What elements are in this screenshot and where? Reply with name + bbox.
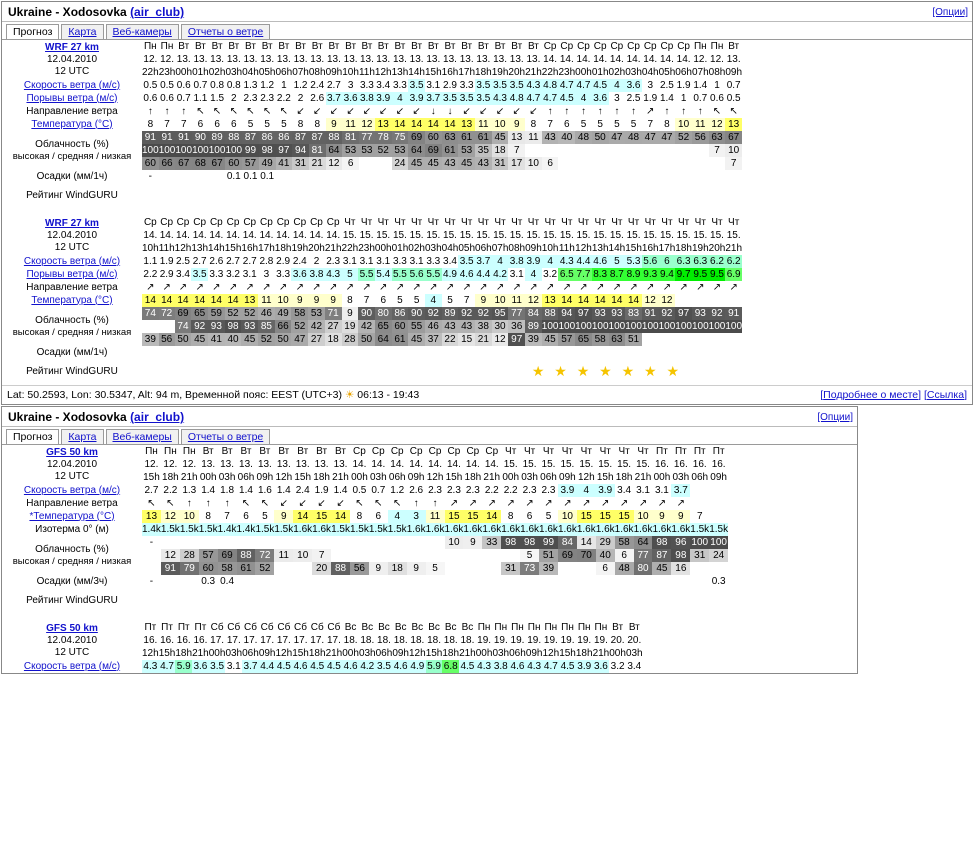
table-row: Облачность (%) высокая / средняя / низкая 91 91 91 90 89 88 87 86 86 87 87 88 81 77 78 75 69 60 63 61 61 45 13 11 43 40 48 50 47 48 47 47 52 56 63 67 (2, 131, 742, 144)
tab-webcams[interactable]: Веб-камеры (106, 24, 179, 39)
row-label-rating: Рейтинг WindGURU (2, 359, 142, 385)
row-label-cloud-cover: Облачность (%) высокая / средняя / низкая (2, 131, 142, 170)
row-label-wind-gusts[interactable]: Порывы ветра (м/с) (2, 268, 142, 281)
rating-stars: ★ ★ ★ ★ ★ ★ ★ (531, 362, 683, 379)
model-run: 12 UTC (54, 65, 90, 77)
model-date: 12.04.2010 (46, 458, 98, 470)
model-run: 12 UTC (54, 646, 90, 658)
table-row: Направление ветра ↗ ↗ ↗ ↗ ↗ ↗ ↗ ↗ ↗ ↗ ↗ ↗ ↗ ↗ ↗ ↗ ↗ ↗ ↗ ↗ ↗ ↗ ↗ ↗ ↗ ↗ ↗ ↗ ↗ ↗ ↗ ↗ ↗ ↗ ↗ ↗ (2, 281, 742, 294)
forecast-table: GFS 50 km 12.04.2010 12 UTC Пт Пт Пт Пт Сб Сб Сб Сб Сб Сб Сб Сб Вс Вс Вс Вс Вс Вс Вс Вс Пн Пн Пн Пн Пн Пн Пн Пн Вт Вт 16. 16. 16. 16. 17. 17. 17. 17. 17. 17. 17. 17. 18. 18. 18. 18. 18. 18. 18. 18. 19. 19. 19. 19. 19. 19. 19. 19. 20. 20. 12h 15h 18h 21h 00h 03h 06h 09h 12h 15h 18h 21h 00h 03h 06h 09h 12h 15h 18h 21h 00h 03h 06h 09h 12h 15h 18h 21h 00h 03h Скорость ветра (м/с) 4.3 4.7 5.9 3.6 3.5 3.1 3.7 4.4 4.5 4.6 4.5 4.5 4.6 4.2 3.5 4.6 4.9 5.9 6.8 4.5 4.3 3.8 4.6 4.3 4.7 4.5 3.9 3.6 3.2 3.4 (2, 621, 643, 673)
panel-footer (2, 385, 972, 404)
table-row: Облачность (%) высокая / средняя / низкая - 10 9 33 98 98 99 84 14 29 58 64 98 96 100 100 (2, 536, 728, 549)
table-row (2, 588, 728, 614)
club-link[interactable]: (air_club) (130, 5, 185, 19)
forecast-panel-gfs (1, 406, 858, 674)
tab-webcams-2[interactable]: Веб-камеры (106, 429, 179, 444)
location-title: Ukraine - Xodosovka (8, 5, 127, 19)
tab-forecast-2[interactable]: Прогноз (6, 429, 59, 444)
tab-map[interactable]: Карта (61, 24, 103, 39)
table-row: Направление ветра ↖ ↖ ↑ ↑ ↑ ↖ ↖ ↙ ↙ ↙ ↙ ↖ ↖ ↖ ↑ ↑ ↗ ↗ ↗ ↗ ↗ ↗ ↗ ↗ ↗ ↗ ↗ ↗ ↗ (2, 497, 728, 510)
panel-titlebar-2 (2, 407, 857, 427)
table-row: Скорость ветра (м/с) 4.3 4.7 5.9 3.6 3.5 3.1 3.7 4.4 4.5 4.6 4.5 4.5 4.6 4.2 3.5 4.6 4.9 5.9 6.8 4.5 4.3 3.8 4.6 4.3 4.7 4.5 3.9 3.6 3.2 3.4 (2, 660, 643, 673)
model-date: 12.04.2010 (46, 634, 98, 646)
row-label-rating: Рейтинг WindGURU (2, 183, 142, 209)
more-about-place-link[interactable]: [Подробнее о месте] (820, 389, 922, 401)
table-row: Температура (°C) 14 14 14 14 14 14 13 11 10 9 9 9 8 7 6 5 5 4 5 7 9 10 11 12 13 14 14 14 14 14 12 12 (2, 294, 742, 307)
model-header (2, 40, 142, 79)
options-container (932, 6, 968, 18)
row-label-cloud-cover: Облачность (%) высокая / средняя / низкая (2, 307, 142, 346)
row-label-wind-direction: Направление ветра (2, 497, 142, 510)
table-row: Направление ветра ↑ ↑ ↑ ↖ ↖ ↖ ↖ ↖ ↖ ↙ ↙ ↙ ↙ ↙ ↙ ↙ ↙ ↓ ↓ ↙ ↙ ↙ ↙ ↙ ↑ ↑ ↑ ↑ ↑ ↑ ↗ ↑ ↑ ↑ ↖ ↖ (2, 105, 742, 118)
row-label-precip: Осадки (мм/1ч) (2, 346, 142, 359)
model-header (2, 445, 142, 484)
row-label-temperature[interactable]: Температура (°C) (2, 294, 142, 307)
table-row: 100 100 100 100 100 100 99 98 97 94 81 64 53 53 52 53 64 69 61 53 35 18 7 7 10 (2, 144, 742, 157)
table-row (2, 183, 742, 209)
location-title-2: Ukraine - Xodosovka (8, 410, 127, 424)
row-label-wind-direction: Направление ветра (2, 281, 142, 294)
tab-wind-reports[interactable]: Отчеты о ветре (181, 24, 270, 39)
table-row: *Температура (°C) 13 12 10 8 7 6 5 9 14 15 14 8 6 4 3 11 15 15 14 8 6 5 10 15 15 15 10 9 9 7 (2, 510, 728, 523)
tab-map-2[interactable]: Карта (61, 429, 103, 444)
forecast-table: GFS 50 km 12.04.2010 12 UTC Пн Пн Пн Вт Вт Вт Вт Вт Вт Вт Вт Ср Ср Ср Ср Ср Ср Ср Ср Чт Чт Чт Чт Чт Чт Чт Чт Пт Пт Пт Пт 12. 12. 12. 13. 13. 13. 13. 13. 13. 13. 13. 14. 14. 14. 14. 14. 14. 14. 14. 15. 15. 15. 15. 15. 15. 15. 15. 16. 16. 16. 16. 15h 18h 21h 00h 03h 06h 09h 12h 15h 18h 21h 00h 03h 06h 09h 12h 15h 18h 21h 00h 03h 06h 09h 12h 15h 18h 21h 00h 03h 06h 09h Скорость ветра (м/с) 2.7 2.2 1.3 1.4 1.8 1.4 1.6 1.4 2.4 1.9 1.4 0.5 0.7 1.2 2.6 2.3 2.3 2.3 2.2 2.2 2.3 2.3 3.9 4 3.9 3.4 3.1 3.1 3.7 Направление ветра ↖ ↖ ↑ ↑ ↑ ↖ ↖ ↙ ↙ ↙ ↙ ↖ ↖ ↖ ↑ ↑ ↗ ↗ ↗ ↗ ↗ ↗ ↗ ↗ ↗ ↗ ↗ ↗ ↗ *Температура (°C) 13 12 10 8 7 6 5 9 14 15 14 8 6 4 3 11 15 15 14 8 6 5 10 15 15 15 10 9 9 7 Изотерма 0° (м) 1.4k 1.5k 1.5k 1.5k 1.4k 1.4k 1.5k 1.5k 1.6k 1.6k 1.5k 1.5k 1.5k 1.5k 1.6k 1.6k 1.6k 1.6k 1.6k 1.6k 1.6k 1.6k 1.6k 1.6k 1.6k 1.6k 1.6k 1.6k 1.6k 1.5k 1.5k Облачность (%) высокая / средняя / низкая - 10 9 33 98 98 99 84 14 29 58 64 98 96 100 100 12 28 57 69 88 72 11 10 7 5 51 69 70 40 6 77 87 98 31 24 91 79 60 58 61 52 20 88 56 9 18 9 5 31 73 39 6 48 80 45 16 Осадки (мм/3ч) - 0.3 0.4 0.3 Рейтинг WindGURU (2, 445, 728, 614)
block-separator (2, 614, 857, 621)
table-row: 60 66 67 68 67 60 57 49 41 31 21 12 6 24 45 45 43 45 43 31 17 10 6 7 (2, 157, 742, 170)
table-row: Скорость ветра (м/с) 0.5 0.5 0.6 0.7 0.8 0.8 1.3 1.2 1 1.2 2.4 2.7 3 3.3 3.4 3.3 3.5 3.1 2.9 3.3 3.5 3.5 3.5 4.3 4.8 4.7 4.7 4.5 4 3.6 3 2.5 1.9 1.4 1 0.7 (2, 79, 742, 92)
options-link[interactable]: [Опции] (932, 7, 968, 18)
table-row: 39 56 50 45 41 40 45 52 50 47 27 18 28 50 64 61 45 37 22 15 21 12 97 39 45 57 65 58 63 51 (2, 333, 742, 346)
table-row: Изотерма 0° (м) 1.4k 1.5k 1.5k 1.5k 1.4k 1.4k 1.5k 1.5k 1.6k 1.6k 1.5k 1.5k 1.5k 1.5k 1.6k 1.6k 1.6k 1.6k 1.6k 1.6k 1.6k 1.6k 1.6k 1.6k 1.6k 1.6k 1.6k 1.6k 1.6k 1.5k 1.5k (2, 523, 728, 536)
page-title (8, 5, 184, 19)
footer-info (7, 389, 419, 401)
forecast-panel-wrf (1, 1, 973, 405)
row-label-isotherm: Изотерма 0° (м) (2, 523, 142, 536)
table-row (2, 359, 742, 385)
coordinates-text: Lat: 50.2593, Lon: 30.5347, Alt: 94 m, Временной пояс: EEST (UTC+3) (7, 389, 343, 401)
table-row: 91 79 60 58 61 52 20 88 56 9 18 9 5 31 73 39 6 48 80 45 16 (2, 562, 728, 575)
footer-links (820, 389, 967, 401)
rating-stars (142, 183, 742, 209)
model-link[interactable]: WRF 27 km (45, 41, 99, 53)
model-link[interactable]: WRF 27 km (45, 217, 99, 229)
table-row: Скорость ветра (м/с) 2.7 2.2 1.3 1.4 1.8 1.4 1.6 1.4 2.4 1.9 1.4 0.5 0.7 1.2 2.6 2.3 2.3 2.3 2.2 2.2 2.3 2.3 3.9 4 3.9 3.4 3.1 3.1 3.7 (2, 484, 728, 497)
forecast-table: WRF 27 km 12.04.2010 12 UTC Пн Пн Вт Вт Вт Вт Вт Вт Вт Вт Вт Вт Вт Вт Вт Вт Вт Вт Вт Вт Вт Вт Вт Вт Ср Ср Ср Ср Ср Ср Ср Ср Ср Пн Пн Вт 12. 12. 13. 13. 13. 13. 13. 13. 13. 13. 13. 13. 13. 13. 13. 13. 13. 13. 13. 13. 13. 13. 13. 13. 14. 14. 14. 14. 14. 14. 14. 14. 14. 12. 12. 13. 22h 23h 00h 01h 02h 03h 04h 05h 06h 07h 08h 09h 10h 11h 12h 13h 14h 15h 16h 17h 18h 19h 20h 21h 22h 23h 00h 01h 02h 03h 04h 05h 06h 07h 08h 09h Скорость ветра (м/с) 0.5 0.5 0.6 0.7 0.8 0.8 1.3 1.2 1 1.2 2.4 2.7 3 3.3 3.4 3.3 3.5 3.1 2.9 3.3 3.5 3.5 3.5 4.3 4.8 4.7 4.7 4.5 4 3.6 3 2.5 1.9 1.4 1 0.7 Порывы ветра (м/с) 0.6 0.6 0.7 1.1 1.5 2 2.3 2.3 2.2 2 2.6 3.7 3.6 3.8 3.9 4 3.9 3.7 3.5 3.5 3.5 4.3 4.8 4.7 4.7 4.5 4 3.6 3 2.5 1.9 1.4 1 0.7 0.6 0.5 Направление ветра ↑ ↑ ↑ ↖ ↖ ↖ ↖ ↖ ↖ ↙ ↙ ↙ ↙ ↙ ↙ ↙ ↙ ↓ ↓ ↙ ↙ ↙ ↙ ↙ ↑ ↑ ↑ ↑ ↑ ↑ ↗ ↑ ↑ ↑ ↖ ↖ Температура (°C) 8 7 7 6 6 6 5 5 5 8 8 9 11 12 13 14 14 14 14 13 11 10 9 8 7 6 5 5 5 5 7 8 10 11 12 13 Облачность (%) высокая / средняя / низкая 91 91 91 90 89 88 87 86 86 87 87 88 81 77 78 75 69 60 63 61 61 45 13 11 43 40 48 50 47 48 47 47 52 56 63 67 100 100 100 100 100 100 99 98 97 94 81 64 53 53 52 53 64 69 61 53 35 18 7 7 10 60 66 67 68 67 60 57 49 41 31 21 12 6 24 45 45 43 45 43 31 17 10 6 7 Осадки (мм/1ч) - 0.1 0.1 0.1 Рейтинг WindGURU (2, 40, 742, 209)
row-label-temperature[interactable]: *Температура (°C) (2, 510, 142, 523)
table-row: Осадки (мм/1ч) - 0.1 0.1 0.1 (2, 170, 742, 183)
model-header (2, 621, 142, 660)
table-row: Осадки (мм/3ч) - 0.3 0.4 0.3 (2, 575, 728, 588)
row-label-wind-gusts[interactable]: Порывы ветра (м/с) (2, 92, 142, 105)
row-label-wind-speed[interactable]: Скорость ветра (м/с) (2, 660, 142, 673)
row-label-precip: Осадки (мм/3ч) (2, 575, 142, 588)
block-separator (2, 209, 972, 216)
options-link-2[interactable]: [Опции] (817, 412, 853, 423)
row-label-wind-speed[interactable]: Скорость ветра (м/с) (2, 255, 142, 268)
model-header (2, 216, 142, 255)
table-row: Облачность (%) высокая / средняя / низкая 74 72 69 65 59 52 52 46 49 58 53 71 9 90 80 86 90 92 89 92 92 95 77 84 88 94 97 93 93 83 91 92 97 93 92 91 (2, 307, 742, 320)
row-label-cloud-cover: Облачность (%) высокая / средняя / низкая (2, 536, 142, 575)
tab-bar (2, 22, 972, 40)
link-link[interactable]: [Ссылка] (923, 389, 967, 401)
model-link[interactable]: GFS 50 km (46, 622, 98, 634)
model-link[interactable]: GFS 50 km (46, 446, 98, 458)
table-row (2, 346, 742, 359)
tab-forecast[interactable]: Прогноз (6, 24, 59, 39)
table-row: Порывы ветра (м/с) 2.2 2.9 3.4 3.5 3.3 3.2 3.1 3 3.3 3.6 3.8 4.3 5 5.5 5.4 5.5 5.6 5.5 4.9 4.6 4.4 4.2 3.1 4 3.2 6.5 7.7 8.3 8.7 8.9 9.3 9.4 9.7 9.5 9.5 6.9 (2, 268, 742, 281)
panel-titlebar (2, 2, 972, 22)
club-link-2[interactable]: (air_club) (130, 410, 185, 424)
forecast-blocks-2 (2, 445, 857, 673)
forecast-table: WRF 27 km 12.04.2010 12 UTC Ср Ср Ср Ср Ср Ср Ср Ср Ср Ср Ср Ср Чт Чт Чт Чт Чт Чт Чт Чт Чт Чт Чт Чт Чт Чт Чт Чт Чт Чт Чт Чт Чт Чт Чт Чт 14. 14. 14. 14. 14. 14. 14. 14. 14. 14. 14. 14. 15. 15. 15. 15. 15. 15. 15. 15. 15. 15. 15. 15. 15. 15. 15. 15. 15. 15. 15. 15. 15. 15. 15. 15. 10h 11h 12h 13h 14h 15h 16h 17h 18h 19h 20h 21h 22h 23h 00h 01h 02h 03h 04h 05h 06h 07h 08h 09h 10h 11h 12h 13h 14h 15h 16h 17h 18h 19h 20h 21h Скорость ветра (м/с) 1.1 1.9 2.5 2.7 2.6 2.7 2.7 2.8 2.9 2.4 2 2.3 3.1 3.1 3.1 3.3 3.1 3.3 3.4 3.5 3.7 4 3.8 3.9 4 4.3 4.4 4.6 5 5.3 5.6 6 6.3 6.3 6.2 6.2 Порывы ветра (м/с) 2.2 2.9 3.4 3.5 3.3 3.2 3.1 3 3.3 3.6 3.8 4.3 5 5.5 5.4 5.5 5.6 5.5 4.9 4.6 4.4 4.2 3.1 4 3.2 6.5 7.7 8.3 8.7 8.9 9.3 9.4 9.7 9.5 9.5 6.9 Направление ветра ↗ ↗ ↗ ↗ ↗ ↗ ↗ ↗ ↗ ↗ ↗ ↗ ↗ ↗ ↗ ↗ ↗ ↗ ↗ ↗ ↗ ↗ ↗ ↗ ↗ ↗ ↗ ↗ ↗ ↗ ↗ ↗ ↗ ↗ ↗ ↗ Температура (°C) 14 14 14 14 14 14 13 11 10 9 9 9 8 7 6 5 5 4 5 7 9 10 11 12 13 14 14 14 14 14 12 12 Облачность (%) высокая / средняя / низкая 74 72 69 65 59 52 52 46 49 58 53 71 9 90 80 86 90 92 89 92 92 95 77 84 88 94 97 93 93 83 91 92 97 93 92 91 74 92 93 98 93 85 66 52 42 27 19 42 65 60 55 46 43 43 38 30 36 89 100 100 100 100 100 100 100 100 100 100 100 100 39 56 50 45 41 40 45 52 50 47 27 18 28 50 64 61 45 37 22 15 21 12 97 39 45 57 65 58 63 51 Осадки (мм/1ч) Рейтинг WindGURU ★ ★ ★ ★ ★ ★ ★ (2, 216, 742, 385)
model-run: 12 UTC (54, 470, 90, 482)
row-label-wind-direction: Направление ветра (2, 105, 142, 118)
table-row: 12 28 57 69 88 72 11 10 7 5 51 69 70 40 6 77 87 98 31 24 (2, 549, 728, 562)
table-row: Порывы ветра (м/с) 0.6 0.6 0.7 1.1 1.5 2 2.3 2.3 2.2 2 2.6 3.7 3.6 3.8 3.9 4 3.9 3.7 3.5 3.5 3.5 4.3 4.8 4.7 4.7 4.5 4 3.6 3 2.5 1.9 1.4 1 0.7 0.6 0.5 (2, 92, 742, 105)
model-date: 12.04.2010 (46, 229, 98, 241)
row-label-temperature[interactable]: Температура (°C) (2, 118, 142, 131)
rating-stars (142, 588, 728, 614)
table-row: 74 92 93 98 93 85 66 52 42 27 19 42 65 60 55 46 43 43 38 30 36 89 100 100 100 100 100 100 100 100 100 100 100 100 (2, 320, 742, 333)
tab-wind-reports-2[interactable]: Отчеты о ветре (181, 429, 270, 444)
sun-icon: ☀ (344, 389, 355, 401)
model-date: 12.04.2010 (46, 53, 98, 65)
tab-bar-2 (2, 427, 857, 445)
page-title-2 (8, 410, 184, 424)
row-label-precip: Осадки (мм/1ч) (2, 170, 142, 183)
model-run: 12 UTC (54, 241, 90, 253)
row-label-rating: Рейтинг WindGURU (2, 588, 142, 614)
table-row: Температура (°C) 8 7 7 6 6 6 5 5 5 8 8 9 11 12 13 14 14 14 14 13 11 10 9 8 7 6 5 5 5 5 7 8 10 11 12 13 (2, 118, 742, 131)
sun-times: 06:13 - 19:43 (357, 389, 420, 401)
options-container-2 (817, 411, 853, 423)
row-label-wind-speed[interactable]: Скорость ветра (м/с) (2, 484, 142, 497)
forecast-blocks (2, 40, 972, 385)
row-label-wind-speed[interactable]: Скорость ветра (м/с) (2, 79, 142, 92)
table-row: Скорость ветра (м/с) 1.1 1.9 2.5 2.7 2.6 2.7 2.7 2.8 2.9 2.4 2 2.3 3.1 3.1 3.1 3.3 3.1 3.3 3.4 3.5 3.7 4 3.8 3.9 4 4.3 4.4 4.6 5 5.3 5.6 6 6.3 6.3 6.2 6.2 (2, 255, 742, 268)
